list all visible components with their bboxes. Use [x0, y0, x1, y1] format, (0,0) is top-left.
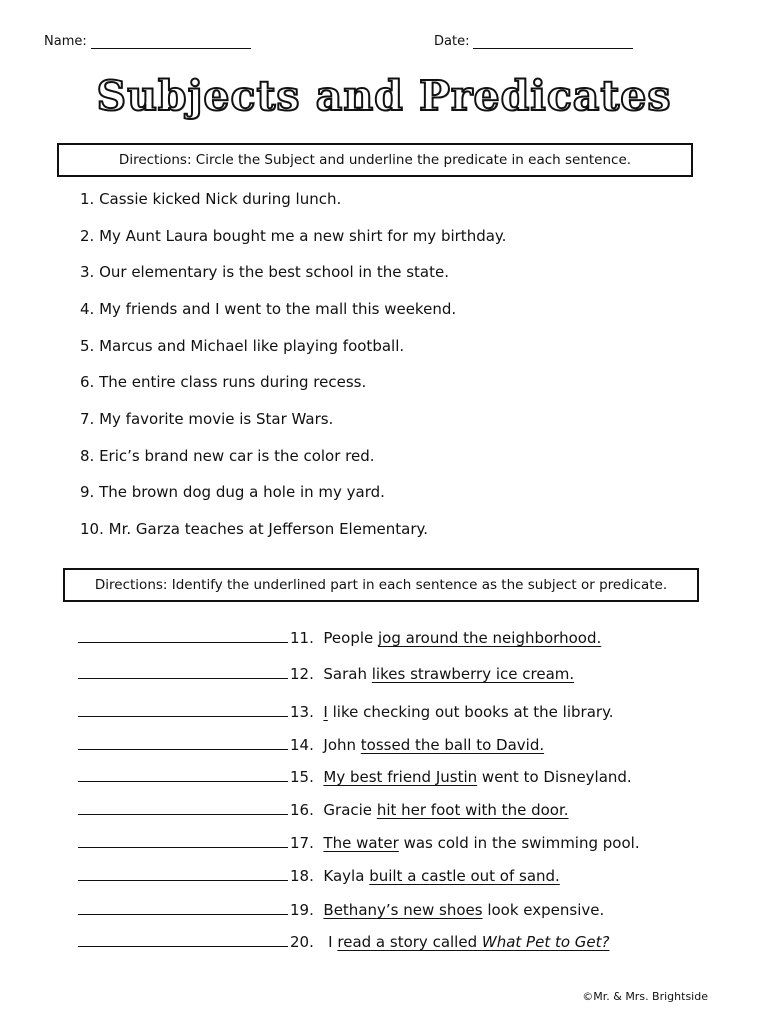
answer-row: [78, 664, 574, 683]
sentence-plain: like checking out books at the library.: [327, 703, 614, 721]
name-line[interactable]: [91, 36, 251, 49]
answer-blank[interactable]: [78, 664, 288, 679]
answer-row: [78, 767, 632, 786]
sentence-underlined: My best friend Justin: [323, 768, 478, 786]
item-number: 20.: [290, 933, 314, 951]
directions-box-1: [57, 143, 693, 177]
sentence-italic: What Pet to Get?: [481, 933, 610, 951]
item-number: 17.: [290, 834, 314, 852]
sentence-underlined: read a story called: [337, 933, 482, 951]
answer-blank[interactable]: [78, 833, 288, 848]
answer-blank[interactable]: [78, 900, 288, 915]
answer-blank[interactable]: [78, 735, 288, 750]
answer-row: [78, 800, 569, 819]
sentence-plain: look expensive.: [482, 901, 605, 919]
date-line[interactable]: [473, 36, 633, 49]
sentence-underlined: jog around the neighborhood.: [378, 629, 602, 647]
answer-row: [78, 900, 604, 919]
sentence-item: 9. The brown dog dug a hole in my yard.: [80, 483, 385, 501]
sentence-item: 8. Eric’s brand new car is the color red.: [80, 447, 375, 465]
sentence-item: 7. My favorite movie is Star Wars.: [80, 410, 334, 428]
sentence-item: 1. Cassie kicked Nick during lunch.: [80, 190, 342, 208]
item-number: 11.: [290, 629, 314, 647]
item-number: 12.: [290, 665, 314, 683]
directions-text-1: Directions: Circle the Subject and underline the predicate in each sentence.: [118, 152, 632, 168]
sentence-plain: went to Disneyland.: [477, 768, 632, 786]
directions-text-2: Directions: Identify the underlined part in each sentence as the subject or predicate.: [94, 577, 668, 593]
name-field: [44, 34, 251, 49]
sentence-underlined: I: [323, 703, 328, 721]
sentence-plain: People: [323, 629, 379, 647]
answer-blank[interactable]: [78, 800, 288, 815]
sentence-underlined: The water: [323, 834, 399, 852]
answer-blank[interactable]: [78, 628, 288, 643]
answer-row: [78, 628, 601, 647]
sentence-underlined: built a castle out of sand.: [369, 867, 560, 885]
answer-row: [78, 702, 614, 721]
answer-row: [78, 833, 640, 852]
sentence-plain: was cold in the swimming pool.: [398, 834, 640, 852]
directions-box-2: [63, 568, 699, 602]
copyright-footer: ©Mr. & Mrs. Brightside: [582, 990, 708, 1003]
date-label: Date:: [434, 34, 470, 49]
sentence-plain: Gracie: [323, 801, 377, 819]
sentence-underlined: tossed the ball to David.: [360, 736, 545, 754]
sentence-item: 2. My Aunt Laura bought me a new shirt for my birthday.: [80, 227, 507, 245]
item-number: 15.: [290, 768, 314, 786]
answer-row: [78, 866, 560, 885]
sentence-item: 6. The entire class runs during recess.: [80, 373, 367, 391]
answer-row: [78, 735, 544, 754]
item-number: 14.: [290, 736, 314, 754]
answer-blank[interactable]: [78, 702, 288, 717]
item-number: 18.: [290, 867, 314, 885]
sentence-underlined: Bethany’s new shoes: [323, 901, 483, 919]
sentence-item: 5. Marcus and Michael like playing football.: [80, 337, 405, 355]
sentence-item: 10. Mr. Garza teaches at Jefferson Elementary.: [80, 520, 429, 538]
sentence-plain: Kayla: [323, 867, 370, 885]
answer-row: [78, 932, 610, 951]
sentence-underlined: likes strawberry ice cream.: [371, 665, 575, 683]
answer-blank[interactable]: [78, 866, 288, 881]
name-label: Name:: [44, 34, 87, 49]
sentence-item: 3. Our elementary is the best school in the state.: [80, 263, 449, 281]
item-number: 13.: [290, 703, 314, 721]
sentence-plain: I: [323, 933, 338, 951]
sentence-item: 4. My friends and I went to the mall this weekend.: [80, 300, 457, 318]
answer-blank[interactable]: [78, 767, 288, 782]
sentence-underlined: hit her foot with the door.: [376, 801, 569, 819]
sentence-plain: Sarah: [323, 665, 372, 683]
item-number: 19.: [290, 901, 314, 919]
item-number: 16.: [290, 801, 314, 819]
date-field: [434, 34, 633, 49]
answer-blank[interactable]: [78, 932, 288, 947]
sentence-plain: John: [323, 736, 361, 754]
page-title: Subjects and Predicates: [96, 72, 672, 120]
